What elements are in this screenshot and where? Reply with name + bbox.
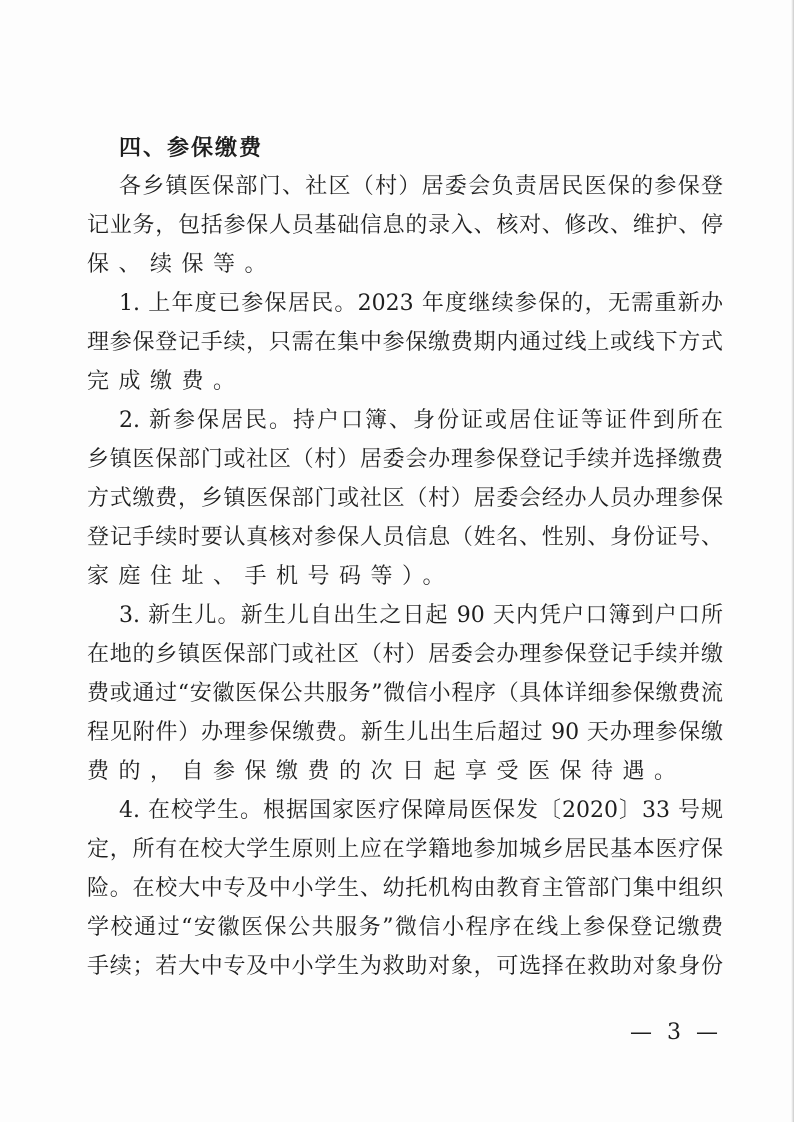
paragraph-line: 定，所有在校大学生原则上应在学籍地参加城乡居民基本医疗保: [87, 837, 723, 862]
paragraph-line: 费的，自参保缴费的次日起享受医保待遇。: [87, 759, 686, 784]
page-number: — 3 —: [630, 1020, 722, 1045]
paragraph-line: 在地的乡镇医保部门或社区（村）居委会办理参保登记手续并缴: [87, 642, 723, 667]
paragraph-line: 家庭住址、手机号码等）。: [87, 564, 455, 589]
paragraph-line: 程见附件）办理参保缴费。新生儿出生后超过 90 天办理参保缴: [87, 720, 723, 745]
paragraph-line: 1. 上年度已参保居民。2023 年度继续参保的，无需重新办: [119, 291, 723, 316]
paragraph-line: 4. 在校学生。根据国家医疗保障局医保发〔2020〕33 号规: [119, 798, 723, 823]
paragraph-line: 记业务，包括参保人员基础信息的录入、核对、修改、维护、停: [87, 213, 723, 238]
paragraph-line: 登记手续时要认真核对参保人员信息（姓名、性别、身份证号、: [87, 525, 723, 550]
paragraph-line: 方式缴费，乡镇医保部门或社区（村）居委会经办人员办理参保: [87, 486, 723, 511]
paragraph-line: 2. 新参保居民。持户口簿、身份证或居住证等证件到所在: [119, 408, 723, 433]
document-body: [87, 130, 723, 986]
paragraph-line: 理参保登记手续，只需在集中参保缴费期内通过线上或线下方式: [87, 330, 723, 355]
paragraph-line: 完成缴费。: [87, 369, 245, 394]
paragraph-line: 3. 新生儿。新生儿自出生之日起 90 天内凭户口簿到户口所: [119, 603, 723, 628]
paragraph-line: 学校通过“安徽医保公共服务”微信小程序在线上参保登记缴费: [87, 915, 723, 940]
paragraph-line: 手续；若大中专及中小学生为救助对象，可选择在救助对象身份: [87, 954, 723, 979]
paragraph-line: 保、续保等。: [87, 252, 277, 277]
paragraph-line: 乡镇医保部门或社区（村）居委会办理参保登记手续并选择缴费: [87, 447, 723, 472]
section-heading: 四、参保缴费: [119, 136, 264, 161]
paragraph-line: 险。在校大中专及中小学生、幼托机构由教育主管部门集中组织: [87, 876, 723, 901]
paragraph-line: 费或通过“安徽医保公共服务”微信小程序（具体详细参保缴费流: [87, 681, 723, 706]
paragraph-line: 各乡镇医保部门、社区（村）居委会负责居民医保的参保登: [119, 174, 723, 199]
